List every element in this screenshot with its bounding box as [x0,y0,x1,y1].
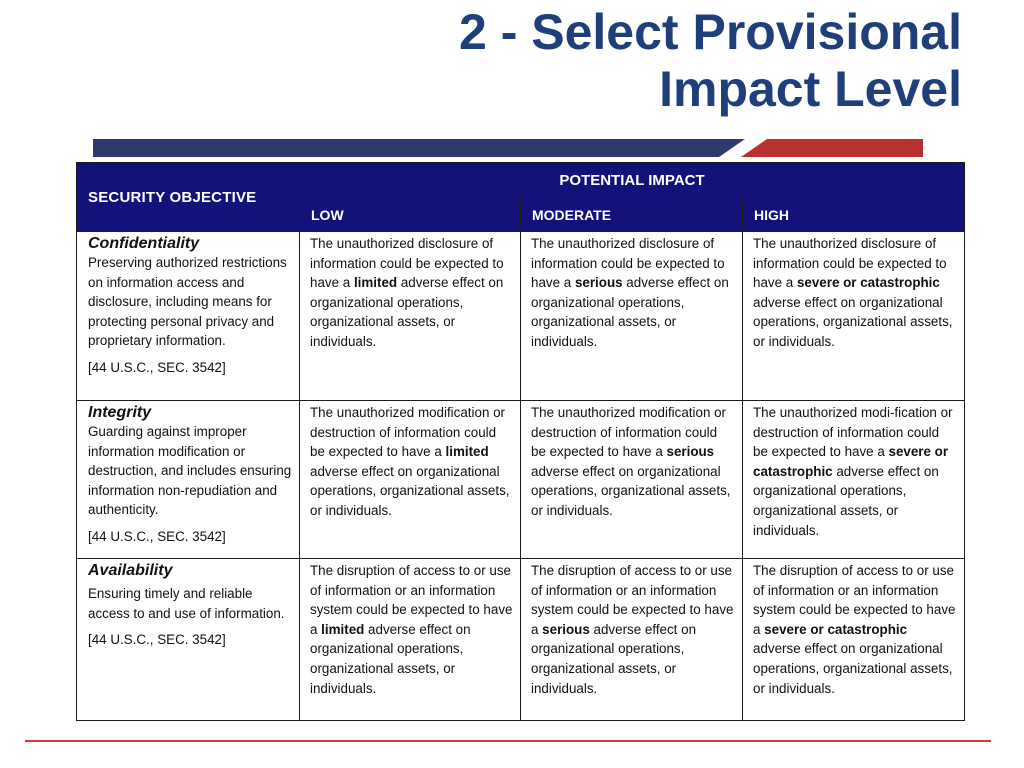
impact-emphasis: serious [574,275,623,291]
table-row-availability [77,559,965,721]
potential-impact-header-label: POTENTIAL IMPACT [559,171,705,189]
slide-title [459,4,962,118]
objective-cell [77,559,300,721]
impact-text-before: The unauthorized disclosure of information could be expected to have a [310,236,504,291]
objective-citation: [44 U.S.C., SEC. 3542] [88,528,226,544]
impact-cell-moderate [521,401,743,559]
impact-text-after: adverse effect on organizational operations, organizational assets, or individuals. [310,463,510,518]
impact-cell-high [743,232,965,401]
impact-text-before: The unauthorized modi-fication or destruction of information could be expected to have a [753,405,953,460]
accent-red-band [741,139,923,157]
impact-emphasis: limited [445,444,489,460]
objective-cell [77,401,300,559]
potential-impact-header [300,163,965,198]
impact-text-after: adverse effect on organizational operations, organizational assets, or individuals. [531,463,731,518]
level-header-high: HIGH [743,198,965,232]
impact-emphasis: serious [542,621,590,637]
impact-emphasis: severe or catastrophic [796,275,940,291]
table-row-confidentiality [77,232,965,401]
impact-text-after: adverse effect on organizational operations, organizational assets, or individuals. [753,294,953,349]
impact-text-before: The disruption of access to or use of information or an information system could be expected to have a [310,563,513,637]
slide-title-line-2: Impact Level [659,61,962,117]
impact-emphasis: limited [321,621,365,637]
impact-text-before: The disruption of access to or use of information or an information system could be expected to have a [531,563,734,637]
objective-name: Availability [88,562,173,579]
objective-name: Confidentiality [88,235,200,252]
footer-divider [25,740,991,742]
impact-cell-low [300,401,521,559]
objective-cell [77,232,300,401]
impact-text-before: The unauthorized disclosure of information could be expected to have a [531,236,725,291]
security-objective-header [77,163,300,232]
title-accent-bar [93,139,923,157]
impact-text-before: The unauthorized disclosure of information could be expected to have a [753,236,947,291]
impact-text-before: The disruption of access to or use of information or an information system could be expected to have a [753,563,956,637]
impact-cell-low [300,232,521,401]
impact-text-after: adverse effect on organizational operations, organizational assets, or individuals. [531,275,729,349]
objective-citation: [44 U.S.C., SEC. 3542] [88,632,226,648]
objective-description: Guarding against improper information modification or destruction, and includes ensuring information non-repudiation and authenticity. [88,424,292,518]
impact-level-table [76,162,965,721]
objective-citation: [44 U.S.C., SEC. 3542] [88,359,226,375]
impact-emphasis: serious [666,444,715,460]
impact-emphasis: limited [353,275,398,291]
impact-text-before: The unauthorized modification or destruction of information could be expected to have a [310,405,506,460]
impact-text-after: adverse effect on organizational operations, organizational assets, or individuals. [531,621,697,696]
objective-name: Integrity [88,404,152,421]
impact-text-after: adverse effect on organizational operations, organizational assets, or individuals. [310,275,504,349]
impact-cell-high [743,401,965,559]
accent-blue-band [93,139,745,157]
level-header-moderate: MODERATE [521,198,743,232]
impact-text-after: adverse effect on organizational operations, organizational assets, or individuals. [753,463,939,538]
impact-cell-moderate [521,232,743,401]
impact-emphasis: severe or catastrophic [764,621,908,637]
impact-cell-low [300,559,521,721]
objective-description: Preserving authorized restrictions on information access and disclosure, including means for protecting personal privacy and proprietary information. [88,255,287,349]
impact-cell-high [743,559,965,721]
impact-cell-moderate [521,559,743,721]
impact-text-before: The unauthorized modification or destruction of information could be expected to have a [531,405,727,460]
impact-text-after: adverse effect on organizational operations, organizational assets, or individuals. [753,641,953,696]
objective-description: Ensuring timely and reliable access to and use of information. [88,586,285,621]
security-objective-header-label: SECURITY OBJECTIVE [88,188,257,206]
impact-text-after: adverse effect on organizational operations, organizational assets, or individuals. [310,621,471,696]
impact-emphasis: severe or catastrophic [753,444,949,479]
slide-title-line-1: 2 - Select Provisional [459,4,962,60]
level-header-low: LOW [300,198,521,232]
table-row-integrity [77,401,965,559]
